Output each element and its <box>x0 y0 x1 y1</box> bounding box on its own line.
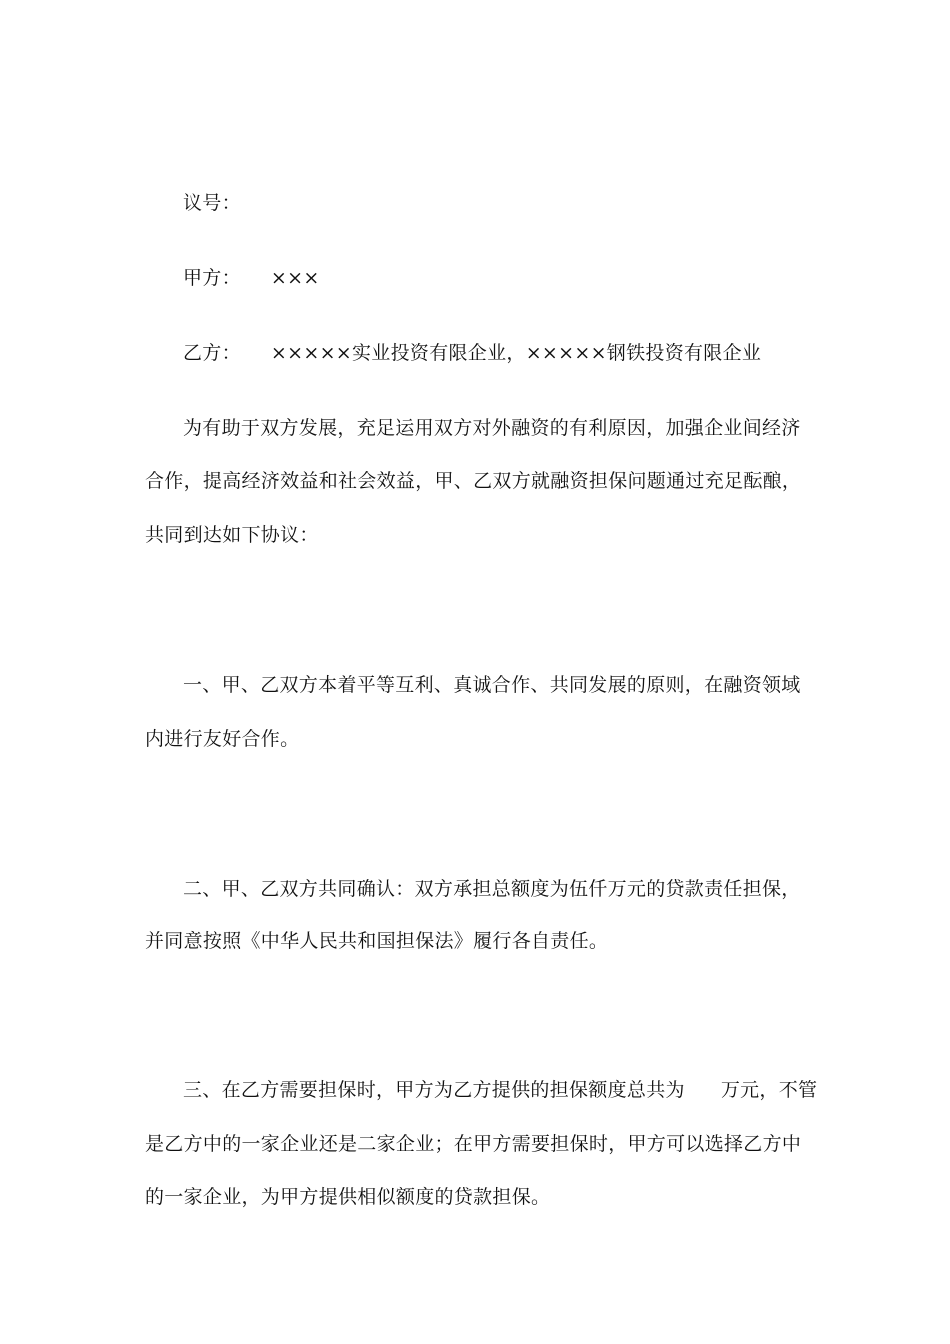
preamble-line-1: 为有助于双方发展，充足运用双方对外融资的有利原因，加强企业间经济 <box>183 417 801 439</box>
party-b-value: ×××××实业投资有限企业，×××××钢铁投资有限企业 <box>270 342 762 364</box>
preamble-line-3: 共同到达如下协议： <box>145 524 319 546</box>
clause-2-line-1: 二、甲、乙双方共同确认：双方承担总额度为伍仟万元的贷款责任担保， <box>183 878 801 900</box>
clause-3-line-1-end: 万元，不管 <box>720 1079 818 1101</box>
clause-3-line-2: 是乙方中的一家企业还是二家企业；在甲方需要担保时，甲方可以选择乙方中 <box>145 1133 802 1155</box>
clause-3-line-3: 的一家企业，为甲方提供相似额度的贷款担保。 <box>145 1186 551 1208</box>
clause-3-line-1-start: 三、在乙方需要担保时，甲方为乙方提供的担保额度总共为 <box>183 1079 685 1101</box>
clause-2-line-2: 并同意按照《中华人民共和国担保法》履行各自责任。 <box>145 930 609 952</box>
party-a-label: 甲方： <box>183 267 241 289</box>
preamble-line-2: 合作，提高经济效益和社会效益，甲、乙双方就融资担保问题通过充足酝酿， <box>145 470 802 492</box>
clause-1-line-2: 内进行友好合作。 <box>145 728 300 750</box>
agreement-number-label: 议号： <box>183 192 241 214</box>
party-a-value: ××× <box>270 267 320 289</box>
clause-1-line-1: 一、甲、乙双方本着平等互利、真诚合作、共同发展的原则，在融资领域 <box>183 674 801 696</box>
party-b-label: 乙方： <box>183 342 241 364</box>
clause-3-line-1 <box>183 1078 817 1102</box>
party-b-line <box>183 341 761 365</box>
party-a-line <box>183 266 320 290</box>
